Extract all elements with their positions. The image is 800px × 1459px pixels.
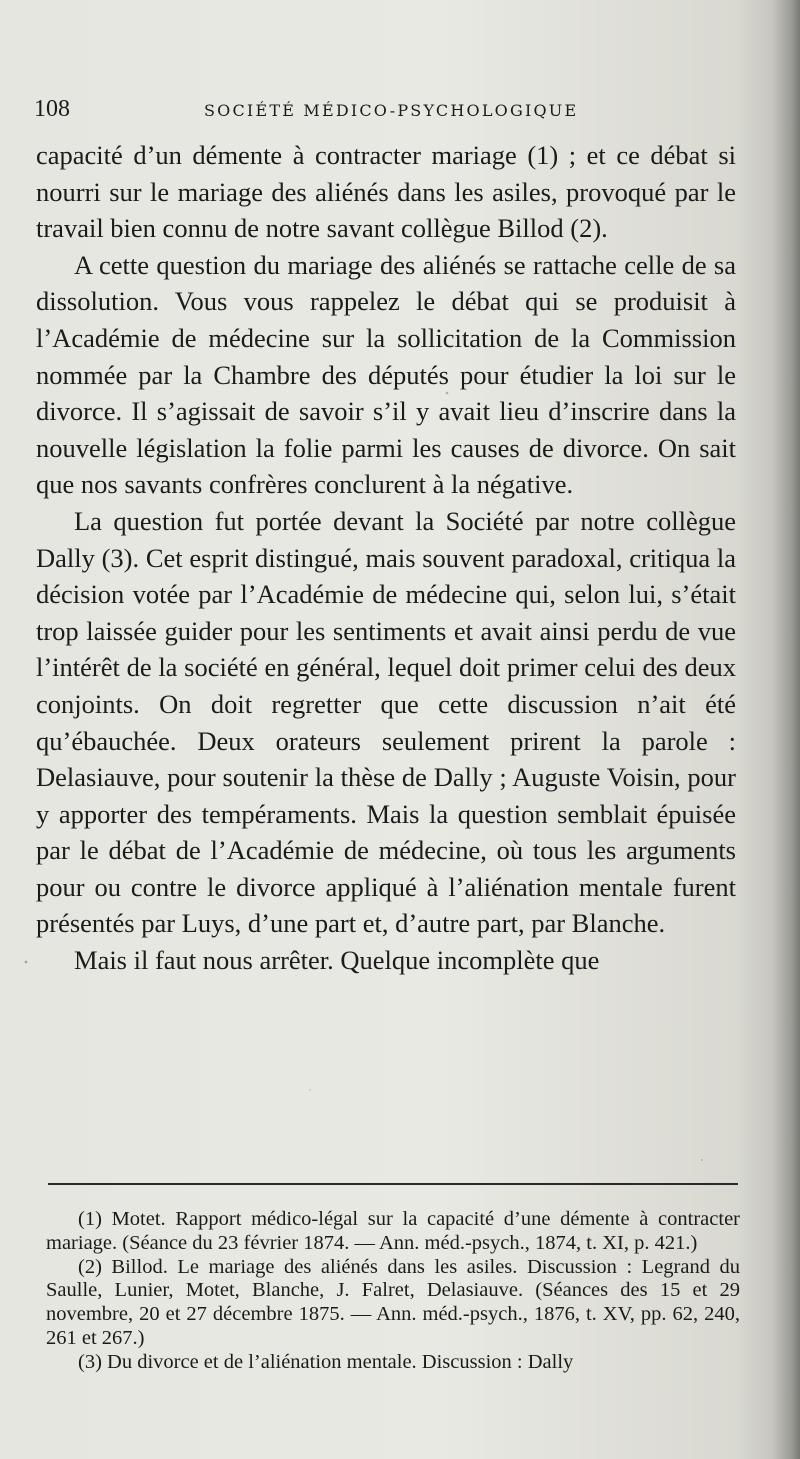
body-text bbox=[36, 137, 736, 979]
paragraph: capacité d’un démente à contracter mariage (1) ; et ce débat si nourri sur le mariage des aliénés dans les asiles, provoqué par le travail bien connu de notre savant collègue Billod (2). bbox=[36, 140, 736, 244]
running-head bbox=[34, 92, 734, 126]
running-title: SOCIÉTÉ MÉDICO-PSYCHOLOGIQUE bbox=[204, 101, 579, 120]
spine-shadow bbox=[772, 0, 800, 1459]
footnote: (1) Motet. Rapport médico-légal sur la capacité d’une démente à contracter mariage. (Séance du 23 février 1874. — Ann. méd.-psych., 1874, t. XI, p. 421.) bbox=[46, 1208, 740, 1254]
footnotes bbox=[46, 1208, 740, 1375]
footnote: (3) Du divorce et de l’aliénation mentale. Discussion : Dally bbox=[78, 1350, 574, 1373]
footnote: (2) Billod. Le mariage des aliénés dans les asiles. Discussion : Legrand du Saulle, Lunier, Motet, Blanche, J. Falret, Delasiauve. (Séances des 15 et 29 novembre, 20 et 27 décembre 1875. — Ann. méd.-psych., 1876, t. XV, pp. 62, 240, 261 et 267.) bbox=[46, 1255, 740, 1349]
paragraph: La question fut portée devant la Société par notre collègue Dally (3). Cet esprit distingué, mais souvent paradoxal, critiqua la décision votée par l’Académie de médecine qui, selon lui, s’était trop laissée guider pour les sentiments et avait ainsi perdu de vue l’intérêt de la société en général, lequel doit primer celui des deux conjoints. On doit regretter que cette discussion n’ait été qu’ébauchée. Deux orateurs seulement prirent la parole : Delasiauve, pour soutenir la thèse de Dally ; Auguste Voisin, pour y apporter des tempéraments. Mais la question semblait épuisée par le débat de l’Académie de médecine, où tous les arguments pour ou contre le divorce appliqué à l’aliénation mentale furent présentés par Luys, d’une part et, d’autre part, par Blanche. bbox=[36, 505, 736, 939]
footnote-rule bbox=[48, 1183, 738, 1185]
page-number: 108 bbox=[34, 96, 70, 122]
paragraph: A cette question du mariage des aliénés se rattache celle de sa dissolution. Vous vous rappelez le débat qui se produisit à l’Académie de médecine sur la sollicitation de la Commission nommée par la Chambre des députés pour étudier la loi sur le divorce. Il s’agissait de savoir s’il y avait lieu d’inscrire dans la nouvelle législation la folie parmi les causes de divorce. On sait que nos savants confrères conclurent à la négative. bbox=[36, 249, 736, 500]
paragraph: Mais il faut nous arrêter. Quelque incomplète que bbox=[74, 945, 600, 976]
